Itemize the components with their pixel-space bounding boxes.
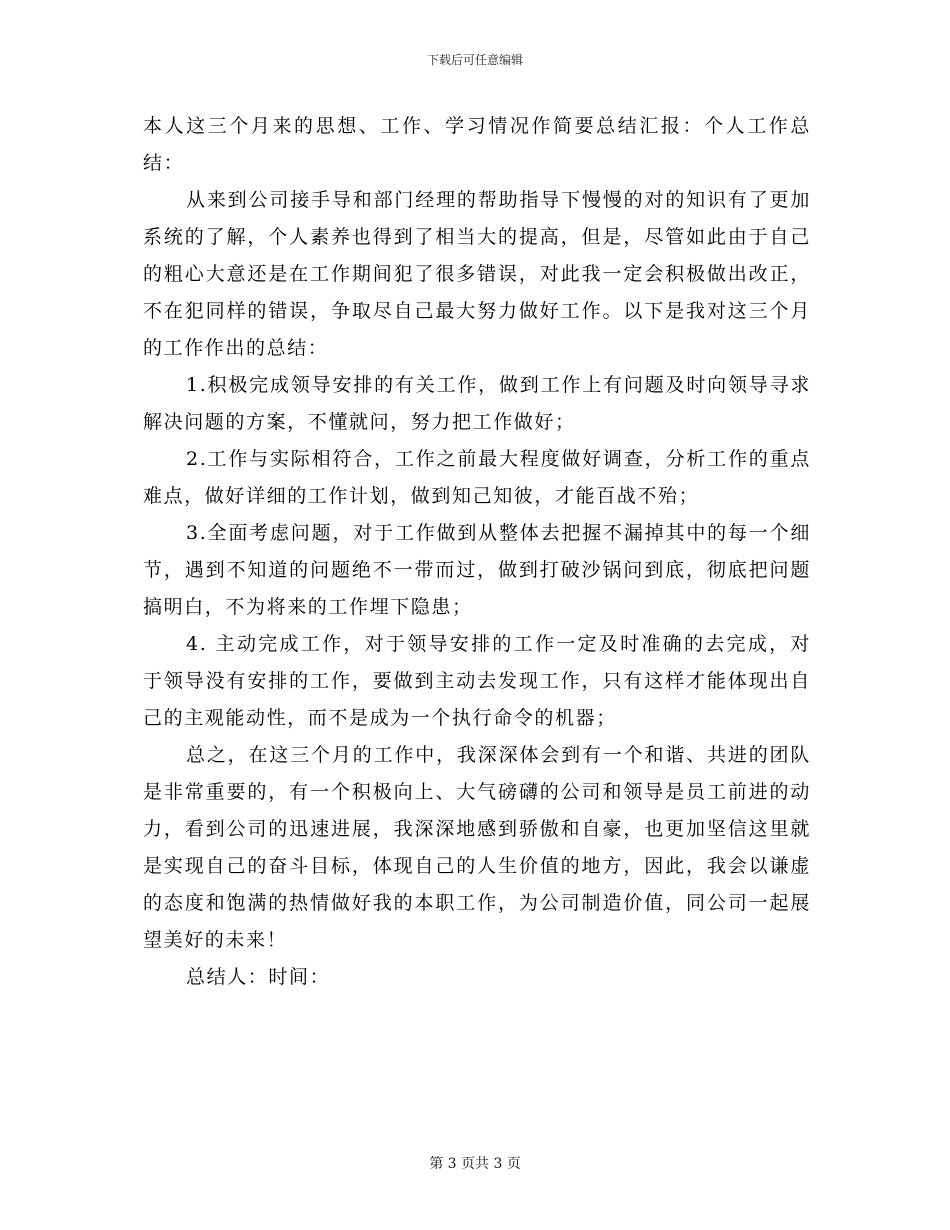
page-header: 下载后可任意编辑	[426, 53, 523, 67]
signature-line: 总结人：时间：	[186, 966, 331, 988]
summary-item-1: 1.积极完成领导安排的有关工作，做到工作上有问题及时向领导寻求解决问题的方案，不懂就问，努力把工作做好；	[143, 374, 811, 433]
document-body	[143, 108, 811, 996]
intro-paragraph: 本人这三个月来的思想、工作、学习情况作简要总结汇报：个人工作总结：	[143, 115, 811, 174]
summary-item-4: 4. 主动完成工作，对于领导安排的工作一定及时准确的去完成，对于领导没有安排的工作，要做到主动去发现工作，只有这样才能体现出自己的主观能动性，而不是成为一个执行命令的机器；	[143, 633, 811, 729]
summary-item-3: 3.全面考虑问题，对于工作做到从整体去把握不漏掉其中的每一个细节，遇到不知道的问题绝不一带而过，做到打破沙锅问到底，彻底把问题搞明白，不为将来的工作埋下隐患；	[143, 522, 811, 618]
page-number: 第 3 页共 3 页	[429, 1156, 521, 1172]
summary-paragraph-overview: 从来到公司接手导和部门经理的帮助指导下慢慢的对的知识有了更加系统的了解，个人素养也得到了相当大的提高，但是，尽管如此由于自己的粗心大意还是在工作期间犯了很多错误，对此我一定会积极做出改正，不在犯同样的错误，争取尽自己最大努力做好工作。以下是我对这三个月的工作作出的总结：	[143, 189, 811, 359]
summary-item-2: 2.工作与实际相符合，工作之前最大程度做好调查，分析工作的重点难点，做好详细的工作计划，做到知己知彼，才能百战不殆；	[143, 448, 811, 507]
conclusion-paragraph: 总之，在这三个月的工作中，我深深体会到有一个和谐、共进的团队是非常重要的，有一个积极向上、大气磅礴的公司和领导是员工前进的动力，看到公司的迅速进展，我深深地感到骄傲和自豪，也更加坚信这里就是实现自己的奋斗目标，体现自己的人生价值的地方，因此，我会以谦虚的态度和饱满的热情做好我的本职工作，为公司制造价值，同公司一起展望美好的未来！	[143, 744, 811, 951]
